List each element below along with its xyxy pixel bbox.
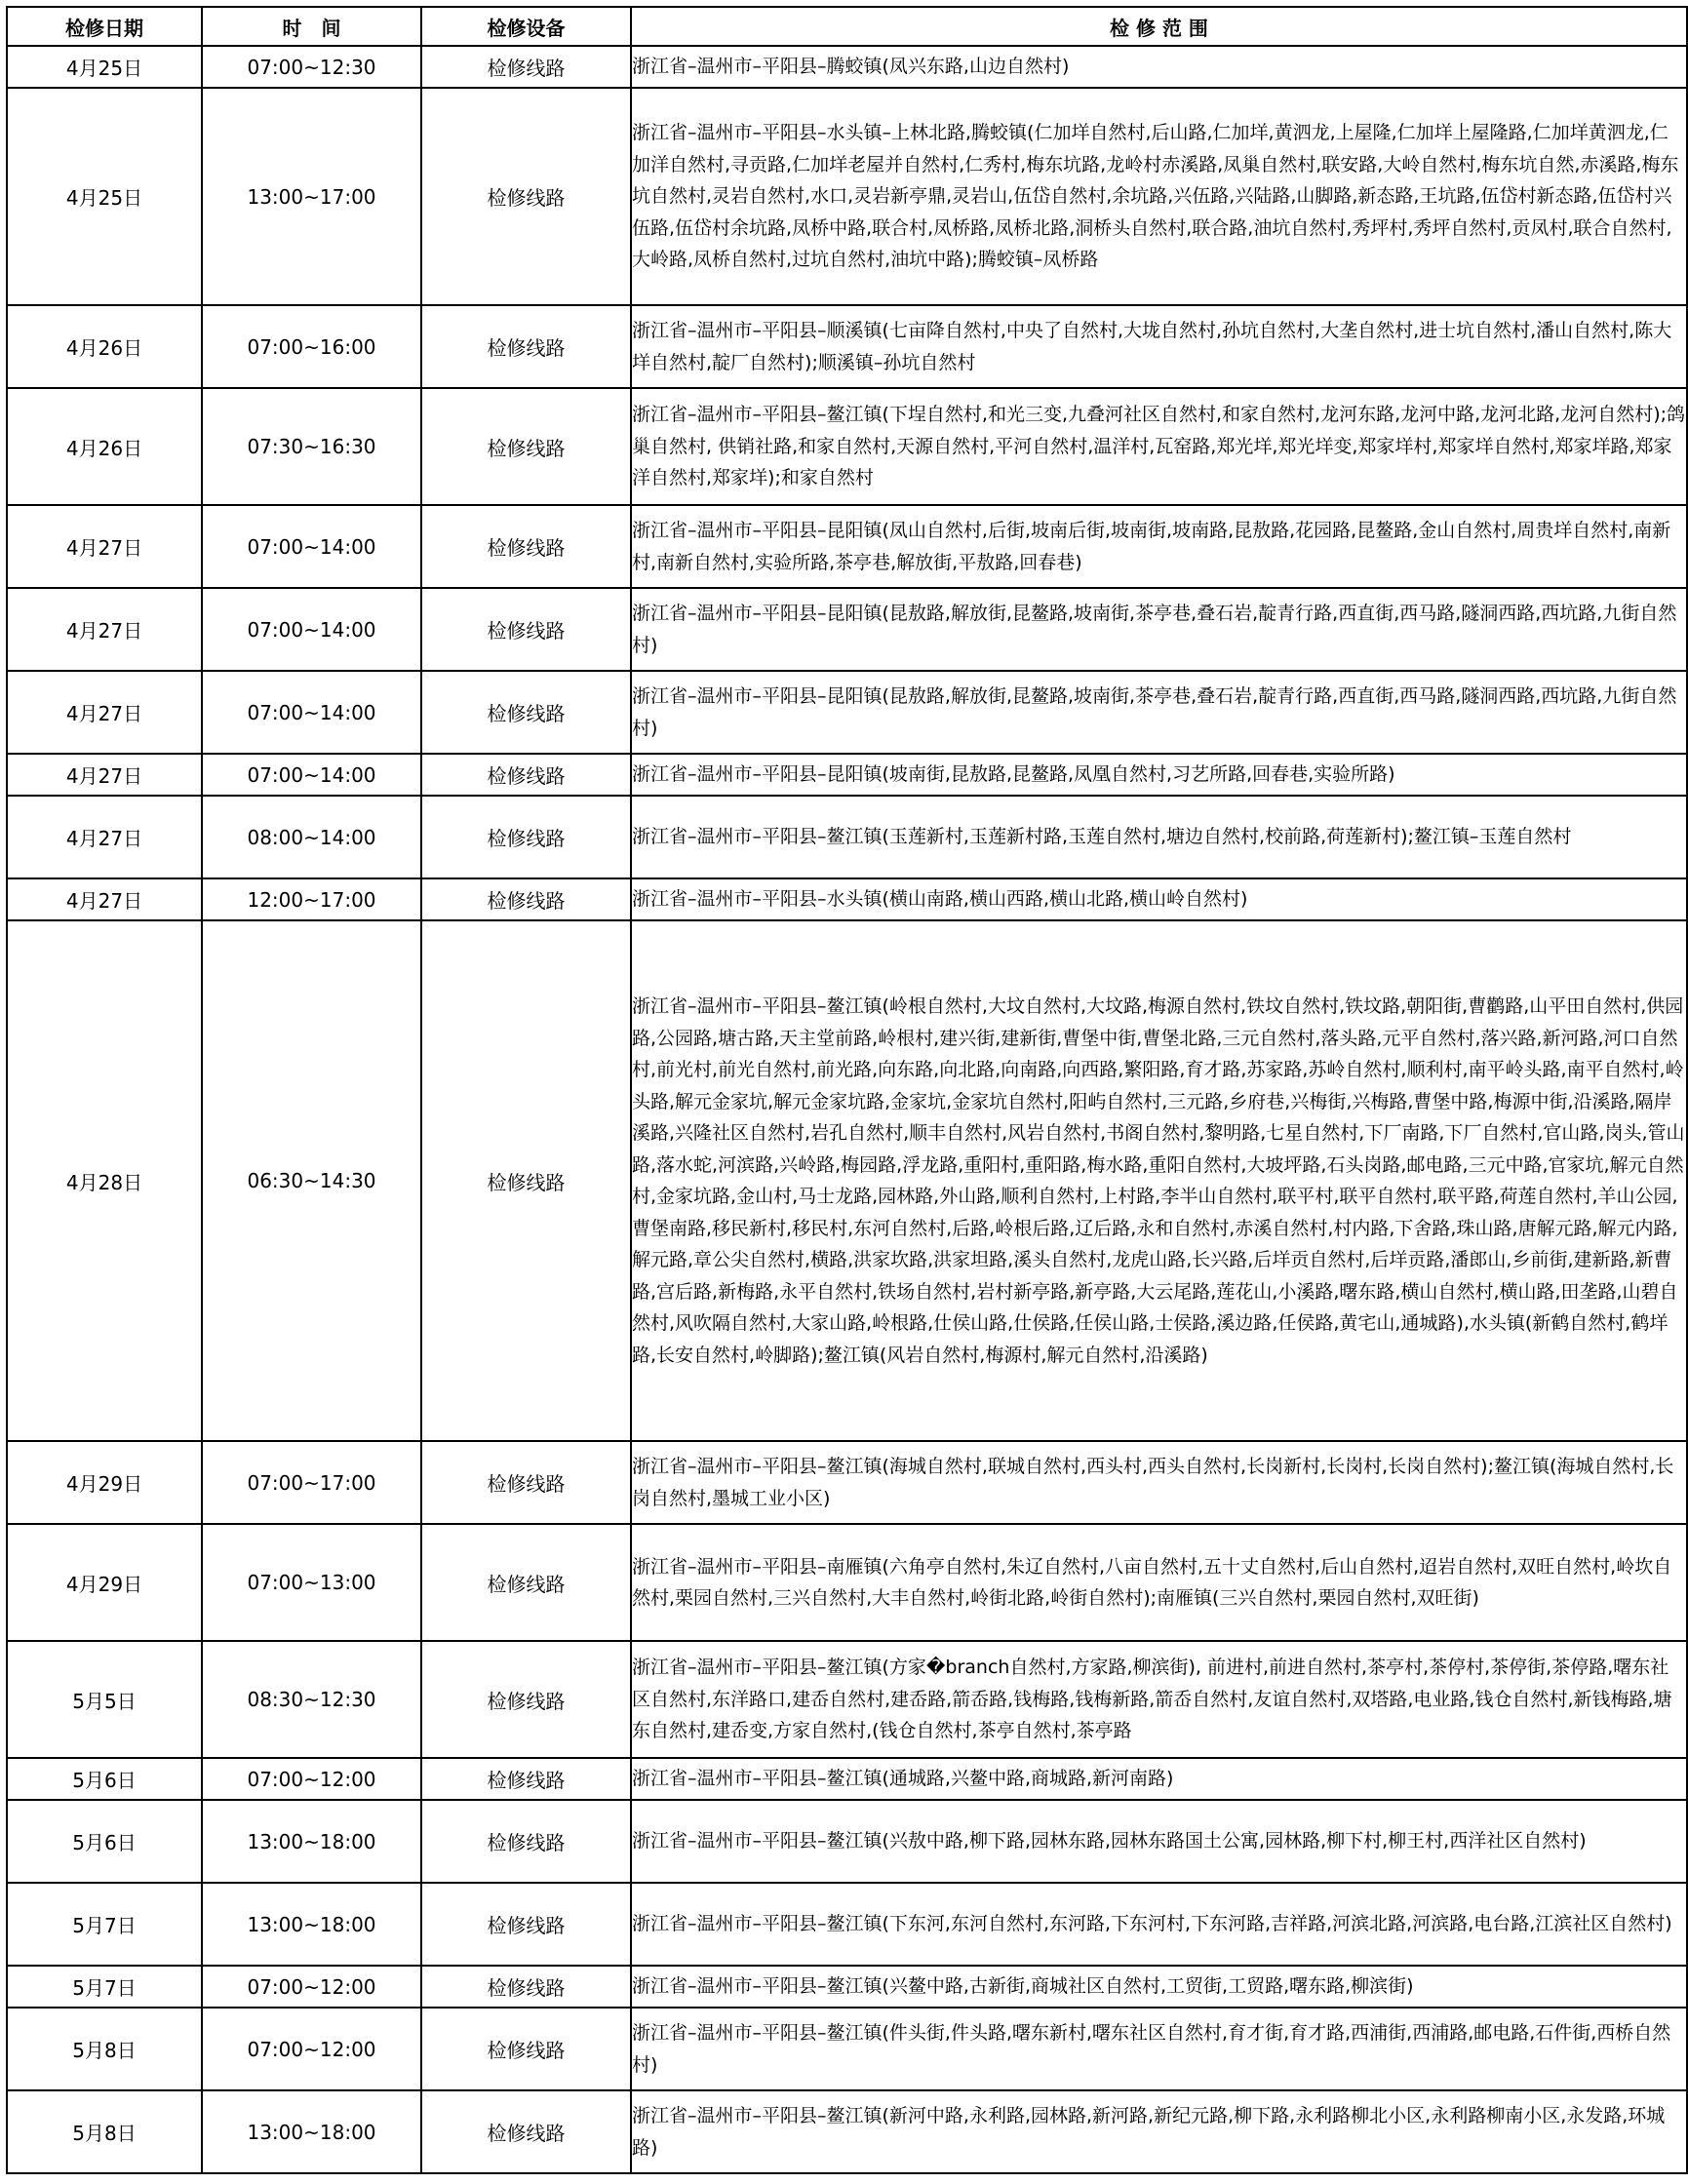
table-row xyxy=(7,1883,1687,1966)
device-cell: 检修线路 xyxy=(421,388,631,505)
scope-cell: 浙江省–温州市–平阳县–顺溪镇(七亩降自然村,中央了自然村,大垅自然村,孙坑自然村,大垄自然村,进士坑自然村,潘山自然村,陈大垟自然村,靛厂自然村);顺溪镇–孙坑自然村 xyxy=(631,305,1687,388)
time-cell: 07:00~14:00 xyxy=(202,671,421,754)
scope-cell: 浙江省–温州市–平阳县–鳌江镇(兴鳌中路,古新街,商城社区自然村,工贸街,工贸路,曙东路,柳滨街) xyxy=(631,1966,1687,2008)
scope-cell: 浙江省–温州市–平阳县–昆阳镇(坡南街,昆敖路,昆鳌路,凤凰自然村,习艺所路,回春巷,实验所路) xyxy=(631,754,1687,796)
device-cell: 检修线路 xyxy=(421,920,631,1441)
time-cell: 07:00~16:00 xyxy=(202,305,421,388)
date-cell: 5月7日 xyxy=(7,1966,202,2008)
scope-cell: 浙江省–温州市–平阳县–水头镇–上林北路,腾蛟镇(仁加垟自然村,后山路,仁加垟,黄泗龙,上屋隆,仁加垟上屋隆路,仁加垟黄泗龙,仁加洋自然村,寻贡路,仁加垟老屋并自然村,仁秀村,梅东坑路,龙岭村赤溪路,凤巢自然村,联安路,大岭自然村,梅东坑自然,赤溪路,梅东坑自然村,灵岩自然村,水口,灵岩新亭鼎,灵岩山,伍岱自然村,余坑路,兴伍路,兴陆路,山脚路,新态路,王坑路,伍岱村新态路,伍岱村兴伍路,伍岱村余坑路,凤桥中路,联合村,凤桥路,凤桥北路,洞桥头自然村,联合路,油坑自然村,秀坪村,秀坪自然村,贡凤村,联合自然村,大岭路,凤桥自然村,过坑自然村,油坑中路);腾蛟镇–凤桥路 xyxy=(631,88,1687,305)
table-row xyxy=(7,1758,1687,1800)
time-cell: 07:00~12:00 xyxy=(202,1758,421,1800)
time-cell: 13:00~17:00 xyxy=(202,88,421,305)
device-cell: 检修线路 xyxy=(421,305,631,388)
device-cell: 检修线路 xyxy=(421,505,631,588)
table-header xyxy=(7,7,1687,46)
time-cell: 12:00~17:00 xyxy=(202,878,421,920)
time-cell: 07:00~12:00 xyxy=(202,1966,421,2008)
date-cell: 4月29日 xyxy=(7,1524,202,1641)
date-cell: 4月28日 xyxy=(7,920,202,1441)
device-cell: 检修线路 xyxy=(421,2090,631,2173)
table-row xyxy=(7,505,1687,588)
table-row xyxy=(7,754,1687,796)
scope-cell: 浙江省–温州市–平阳县–腾蛟镇(凤兴东路,山边自然村) xyxy=(631,46,1687,88)
date-cell: 5月6日 xyxy=(7,1800,202,1883)
scope-cell: 浙江省–温州市–平阳县–鳌江镇(通城路,兴鳌中路,商城路,新河南路) xyxy=(631,1758,1687,1800)
table-row xyxy=(7,878,1687,920)
table-row xyxy=(7,1800,1687,1883)
table-body xyxy=(7,46,1687,2173)
date-cell: 4月26日 xyxy=(7,388,202,505)
device-cell: 检修线路 xyxy=(421,754,631,796)
time-cell: 07:00~12:00 xyxy=(202,2008,421,2090)
table-row xyxy=(7,388,1687,505)
time-cell: 07:00~14:00 xyxy=(202,754,421,796)
date-cell: 5月5日 xyxy=(7,1641,202,1758)
header-row xyxy=(7,7,1687,46)
date-cell: 4月27日 xyxy=(7,588,202,671)
scope-cell: 浙江省–温州市–平阳县–鳌江镇(新河中路,永利路,园林路,新河路,新纪元路,柳下路,永利路柳北小区,永利路柳南小区,永发路,环城路) xyxy=(631,2090,1687,2173)
date-cell: 4月27日 xyxy=(7,878,202,920)
date-cell: 5月6日 xyxy=(7,1758,202,1800)
date-cell: 4月25日 xyxy=(7,88,202,305)
device-cell: 检修线路 xyxy=(421,1641,631,1758)
header-device: 检修设备 xyxy=(421,7,631,46)
scope-cell: 浙江省–温州市–平阳县–鳌江镇(方家�branch自然村,方家路,柳滨街), 前进村,前进自然村,茶亭村,茶停村,茶停街,茶停路,曙东社区自然村,东洋路口,建岙自然村,建岙路,箭岙路,钱梅路,钱梅新路,箭岙自然村,友谊自然村,双塔路,电业路,钱仓自然村,新钱梅路,塘东自然村,建岙变,方家自然村,(钱仓自然村,茶亭自然村,茶亭路 xyxy=(631,1641,1687,1758)
date-cell: 4月26日 xyxy=(7,305,202,388)
table-row xyxy=(7,2008,1687,2090)
scope-cell: 浙江省–温州市–平阳县–南雁镇(六角亭自然村,朱辽自然村,八亩自然村,五十丈自然村,后山自然村,迢岩自然村,双旺自然村,岭坎自然村,栗园自然村,三兴自然村,大丰自然村,岭街北路,岭街自然村);南雁镇(三兴自然村,栗园自然村,双旺街) xyxy=(631,1524,1687,1641)
header-date: 检修日期 xyxy=(7,7,202,46)
header-time: 时 间 xyxy=(202,7,421,46)
device-cell: 检修线路 xyxy=(421,588,631,671)
scope-cell: 浙江省–温州市–平阳县–鳌江镇(玉莲新村,玉莲新村路,玉莲自然村,塘边自然村,校前路,荷莲新村);鳌江镇–玉莲自然村 xyxy=(631,796,1687,878)
device-cell: 检修线路 xyxy=(421,1441,631,1524)
device-cell: 检修线路 xyxy=(421,2008,631,2090)
scope-cell: 浙江省–温州市–平阳县–鳌江镇(下埕自然村,和光三变,九叠河社区自然村,和家自然村,龙河东路,龙河中路,龙河北路,龙河自然村);鸽巢自然村, 供销社路,和家自然村,天源自然村,平河自然村,温洋村,瓦窑路,郑光垟,郑光垟变,郑家垟村,郑家垟自然村,郑家垟路,郑家洋自然村,郑家垟);和家自然村 xyxy=(631,388,1687,505)
table-row xyxy=(7,1966,1687,2008)
device-cell: 检修线路 xyxy=(421,878,631,920)
table-row xyxy=(7,2090,1687,2173)
device-cell: 检修线路 xyxy=(421,1758,631,1800)
scope-cell: 浙江省–温州市–平阳县–鳌江镇(件头街,件头路,曙东新村,曙东社区自然村,育才街,育才路,西浦街,西浦路,邮电路,石件街,西桥自然村) xyxy=(631,2008,1687,2090)
table-row xyxy=(7,88,1687,305)
date-cell: 4月27日 xyxy=(7,671,202,754)
table-row xyxy=(7,588,1687,671)
device-cell: 检修线路 xyxy=(421,46,631,88)
scope-cell: 浙江省–温州市–平阳县–水头镇(横山南路,横山西路,横山北路,横山岭自然村) xyxy=(631,878,1687,920)
time-cell: 07:30~16:30 xyxy=(202,388,421,505)
scope-cell: 浙江省–温州市–平阳县–鳌江镇(海城自然村,联城自然村,西头村,西头自然村,长岗新村,长岗村,长岗自然村);鳌江镇(海城自然村,长岗自然村,墨城工业小区) xyxy=(631,1441,1687,1524)
header-scope: 检 修 范 围 xyxy=(631,7,1687,46)
date-cell: 5月8日 xyxy=(7,2008,202,2090)
time-cell: 07:00~13:00 xyxy=(202,1524,421,1641)
time-cell: 07:00~14:00 xyxy=(202,505,421,588)
date-cell: 5月8日 xyxy=(7,2090,202,2173)
device-cell: 检修线路 xyxy=(421,1524,631,1641)
table-row xyxy=(7,671,1687,754)
table-row xyxy=(7,1641,1687,1758)
table-row xyxy=(7,1524,1687,1641)
device-cell: 检修线路 xyxy=(421,1883,631,1966)
time-cell: 08:00~14:00 xyxy=(202,796,421,878)
time-cell: 06:30~14:30 xyxy=(202,920,421,1441)
device-cell: 检修线路 xyxy=(421,671,631,754)
scope-cell: 浙江省–温州市–平阳县–鳌江镇(岭根自然村,大坟自然村,大坟路,梅源自然村,铁坟自然村,铁坟路,朝阳街,曹鹳路,山平田自然村,供园路,公园路,塘古路,天主堂前路,岭根村,建兴街,建新街,曹堡中街,曹堡北路,三元自然村,落头路,元平自然村,落兴路,新河路,河口自然村,前光村,前光自然村,前光路,向东路,向北路,向南路,向西路,繁阳路,育才路,苏家路,苏岭自然村,顺利村,南平岭头路,南平自然村,岭头路,解元金家坑,解元金家坑路,金家坑,金家坑自然村,阳屿自然村,三元路,乡府巷,兴梅街,兴梅路,曹堡中路,梅源中街,沿溪路,隔岸溪路,兴隆社区自然村,岩孔自然村,顺丰自然村,风岩自然村,书阁自然村,黎明路,七星自然村,下厂南路,下厂自然村,官山路,岗头,管山路,落水蛇,河滨路,兴岭路,梅园路,浮龙路,重阳村,重阳路,梅水路,重阳自然村,大坡坪路,石头岗路,邮电路,三元中路,官家坑,解元自然村,金家坑路,金山村,马士龙路,园林路,外山路,顺利自然村,上村路,李半山自然村,联平村,联平自然村,联平路,荷莲自然村,羊山公园,曹堡南路,移民新村,移民村,东河自然村,后路,岭根后路,辽后路,永和自然村,赤溪自然村,村内路,下舍路,珠山路,唐解元路,解元内路,解元路,章公尖自然村,横路,洪家坎路,洪家坦路,溪头自然村,龙虎山路,长兴路,后垟贡自然村,后垟贡路,潘郎山,乡前街,建新路,新曹路,宫后路,新梅路,永平自然村,铁场自然村,岩村新亭路,新亭路,大云尾路,莲花山,小溪路,曙东路,横山自然村,横山路,田垄路,山碧自然村,风吹隔自然村,大家山路,岭根路,仕侯山路,仕侯路,任侯山路,士侯路,溪边路,任侯路,黄宅山,通城路),水头镇(新鹤自然村,鹤垟路,长安自然村,岭脚路);鳌江镇(风岩自然村,梅源村,解元自然村,沿溪路) xyxy=(631,920,1687,1441)
maintenance-schedule-table xyxy=(6,6,1688,2174)
time-cell: 07:00~17:00 xyxy=(202,1441,421,1524)
table-row xyxy=(7,1441,1687,1524)
time-cell: 07:00~14:00 xyxy=(202,588,421,671)
date-cell: 4月27日 xyxy=(7,754,202,796)
time-cell: 13:00~18:00 xyxy=(202,2090,421,2173)
device-cell: 检修线路 xyxy=(421,796,631,878)
scope-cell: 浙江省–温州市–平阳县–鳌江镇(兴敖中路,柳下路,园林东路,园林东路国土公寓,园林路,柳下村,柳王村,西洋社区自然村) xyxy=(631,1800,1687,1883)
table-row xyxy=(7,796,1687,878)
date-cell: 4月29日 xyxy=(7,1441,202,1524)
table-row xyxy=(7,305,1687,388)
device-cell: 检修线路 xyxy=(421,88,631,305)
table-row xyxy=(7,46,1687,88)
date-cell: 4月25日 xyxy=(7,46,202,88)
device-cell: 检修线路 xyxy=(421,1966,631,2008)
date-cell: 4月27日 xyxy=(7,796,202,878)
time-cell: 07:00~12:30 xyxy=(202,46,421,88)
scope-cell: 浙江省–温州市–平阳县–昆阳镇(昆敖路,解放街,昆鳌路,坡南街,茶亭巷,叠石岩,靛青行路,西直街,西马路,隧洞西路,西坑路,九街自然村) xyxy=(631,588,1687,671)
scope-cell: 浙江省–温州市–平阳县–昆阳镇(凤山自然村,后街,坡南后街,坡南街,坡南路,昆敖路,花园路,昆鳌路,金山自然村,周贵垟自然村,南新村,南新自然村,实验所路,茶亭巷,解放街,平敖路,回春巷) xyxy=(631,505,1687,588)
scope-cell: 浙江省–温州市–平阳县–鳌江镇(下东河,东河自然村,东河路,下东河村,下东河路,吉祥路,河滨北路,河滨路,电台路,江滨社区自然村) xyxy=(631,1883,1687,1966)
scope-cell: 浙江省–温州市–平阳县–昆阳镇(昆敖路,解放街,昆鳌路,坡南街,茶亭巷,叠石岩,靛青行路,西直街,西马路,隧洞西路,西坑路,九街自然村) xyxy=(631,671,1687,754)
time-cell: 08:30~12:30 xyxy=(202,1641,421,1758)
date-cell: 5月7日 xyxy=(7,1883,202,1966)
time-cell: 13:00~18:00 xyxy=(202,1883,421,1966)
table-row xyxy=(7,920,1687,1441)
date-cell: 4月27日 xyxy=(7,505,202,588)
time-cell: 13:00~18:00 xyxy=(202,1800,421,1883)
device-cell: 检修线路 xyxy=(421,1800,631,1883)
